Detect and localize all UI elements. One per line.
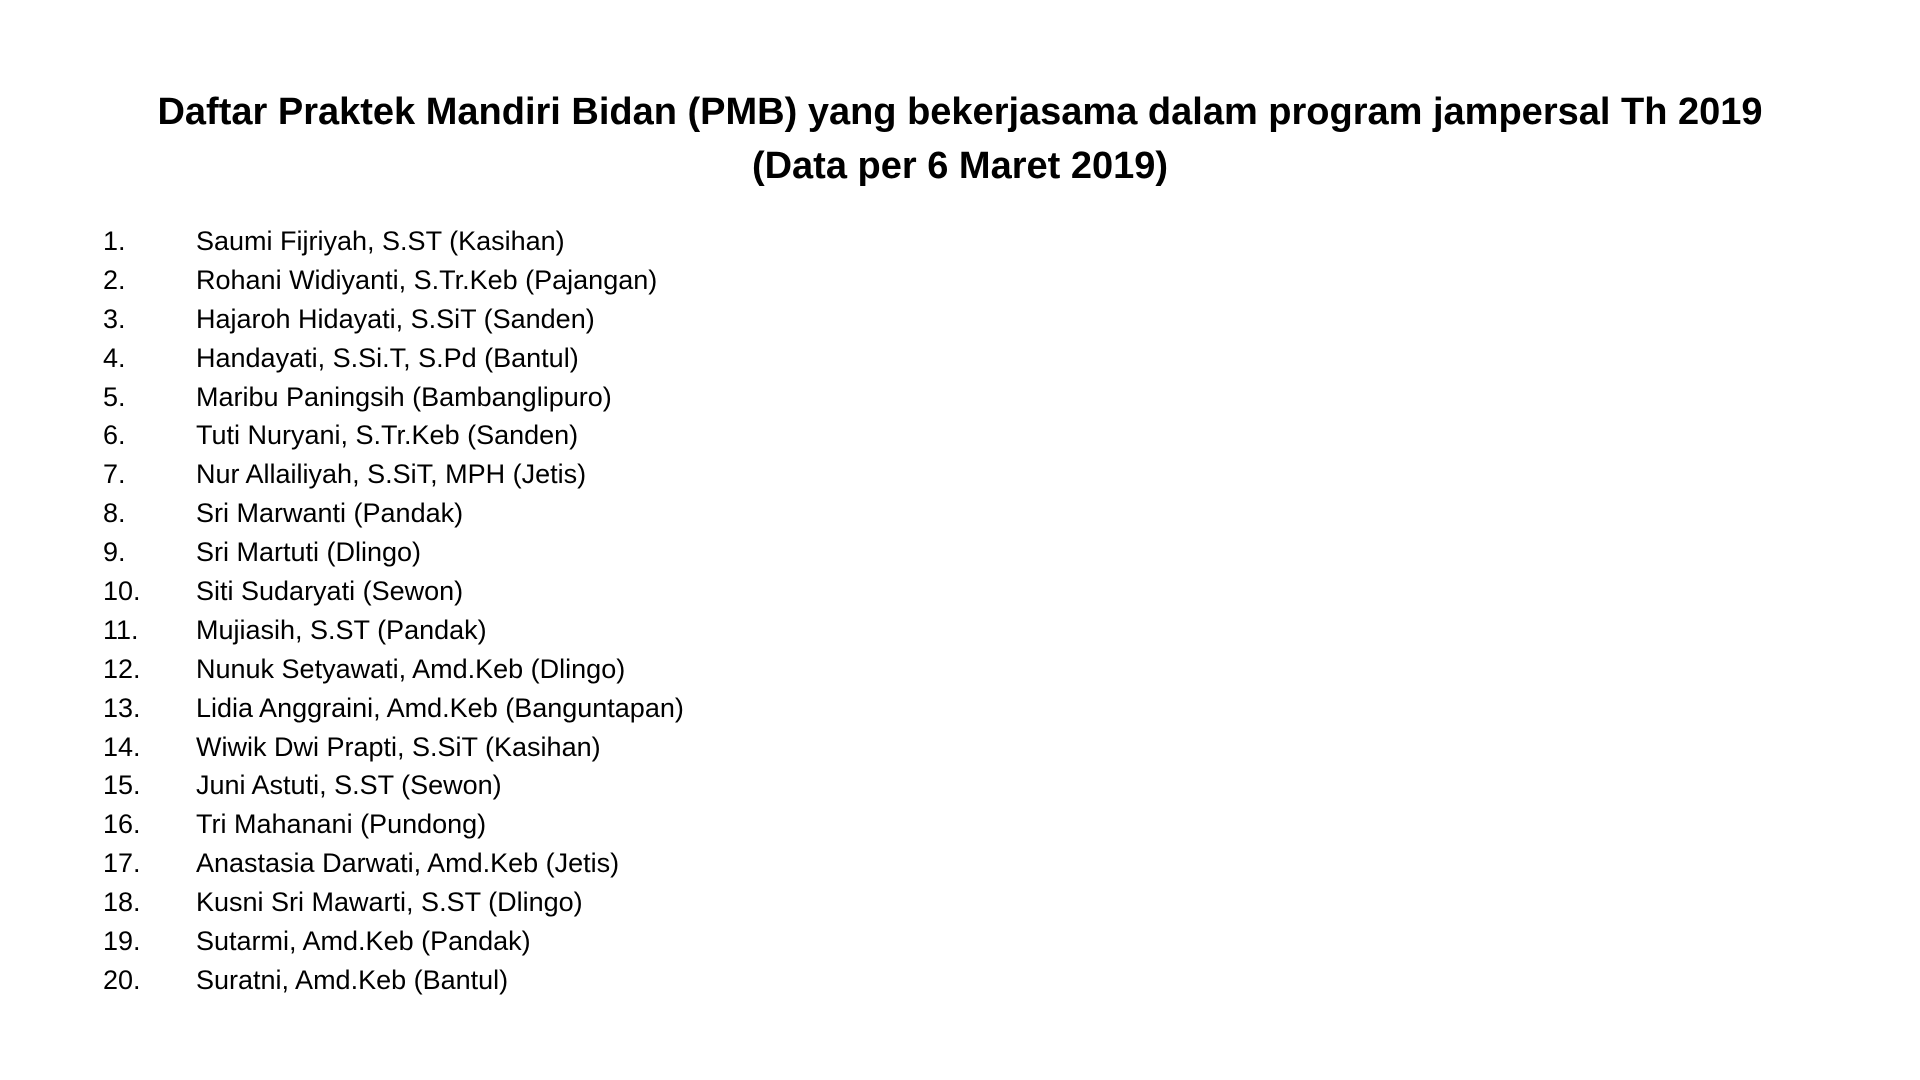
list-item-number: 20.	[103, 964, 141, 995]
list-item-text: Nur Allailiyah, S.SiT, MPH (Jetis)	[196, 459, 587, 490]
list-item	[103, 922, 684, 961]
midwife-list	[103, 222, 684, 1000]
list-item-text: Wiwik Dwi Prapti, S.SiT (Kasihan)	[196, 731, 601, 762]
list-item-number: 16.	[103, 809, 141, 840]
list-item	[103, 883, 684, 922]
list-item-text: Sutarmi, Amd.Keb (Pandak)	[196, 926, 531, 957]
list-item-number: 19.	[103, 926, 141, 957]
list-item	[103, 222, 684, 261]
list-item-number: 2.	[103, 264, 126, 295]
list-item-number: 18.	[103, 887, 141, 918]
list-item-text: Anastasia Darwati, Amd.Keb (Jetis)	[196, 848, 620, 879]
list-item-text: Sri Marwanti (Pandak)	[196, 498, 464, 529]
list-item	[103, 494, 684, 533]
list-item	[103, 805, 684, 844]
list-item-number: 8.	[103, 498, 126, 529]
list-item-text: Lidia Anggraini, Amd.Keb (Banguntapan)	[196, 692, 684, 723]
list-item	[103, 455, 684, 494]
list-item-text: Tri Mahanani (Pundong)	[196, 809, 487, 840]
list-item-text: Nunuk Setyawati, Amd.Keb (Dlingo)	[196, 653, 626, 684]
list-item	[103, 339, 684, 378]
list-item-number: 12.	[103, 653, 141, 684]
list-item	[103, 961, 684, 1000]
list-item-number: 5.	[103, 381, 126, 412]
list-item-number: 7.	[103, 459, 126, 490]
list-item	[103, 261, 684, 300]
list-item-number: 3.	[103, 303, 126, 334]
list-item-number: 4.	[103, 342, 126, 373]
title-line-date: (Data per 6 Maret 2019)	[751, 145, 1169, 187]
list-item	[103, 572, 684, 611]
list-item-text: Handayati, S.Si.T, S.Pd (Bantul)	[196, 342, 579, 373]
list-item	[103, 611, 684, 650]
list-item-text: Rohani Widiyanti, S.Tr.Keb (Pajangan)	[196, 264, 658, 295]
list-item-text: Saumi Fijriyah, S.ST (Kasihan)	[196, 226, 565, 256]
list-item	[103, 416, 684, 455]
list-item	[103, 378, 684, 417]
list-item	[103, 300, 684, 339]
list-item-text: Siti Sudaryati (Sewon)	[196, 576, 464, 607]
list-item-number: 11.	[103, 614, 139, 645]
list-item-text: Juni Astuti, S.ST (Sewon)	[196, 770, 502, 801]
list-item-number: 15.	[103, 770, 141, 801]
list-item-text: Suratni, Amd.Keb (Bantul)	[196, 964, 509, 995]
list-item-text: Kusni Sri Mawarti, S.ST (Dlingo)	[196, 887, 583, 918]
title-line-main: Daftar Praktek Mandiri Bidan (PMB) yang bekerjasama dalam program jampersal Th 2019	[157, 91, 1763, 133]
list-item	[103, 844, 684, 883]
list-item	[103, 650, 684, 689]
list-item	[103, 533, 684, 572]
document-title	[0, 85, 1920, 193]
list-item-text: Mujiasih, S.ST (Pandak)	[196, 614, 487, 645]
list-item-text: Maribu Paningsih (Bambanglipuro)	[196, 381, 612, 412]
list-item-text: Tuti Nuryani, S.Tr.Keb (Sanden)	[196, 420, 579, 451]
list-item-number: 17.	[103, 848, 141, 879]
list-item-number: 9.	[103, 537, 126, 568]
list-item-text: Hajaroh Hidayati, S.SiT (Sanden)	[196, 303, 595, 334]
list-item-number: 13.	[103, 692, 141, 723]
list-item-number: 6.	[103, 420, 126, 451]
list-item-number: 1.	[103, 226, 126, 256]
list-item	[103, 728, 684, 767]
list-item	[103, 689, 684, 728]
list-item	[103, 766, 684, 805]
list-item-number: 10.	[103, 576, 141, 607]
list-item-text: Sri Martuti (Dlingo)	[196, 537, 422, 568]
list-item-number: 14.	[103, 731, 141, 762]
